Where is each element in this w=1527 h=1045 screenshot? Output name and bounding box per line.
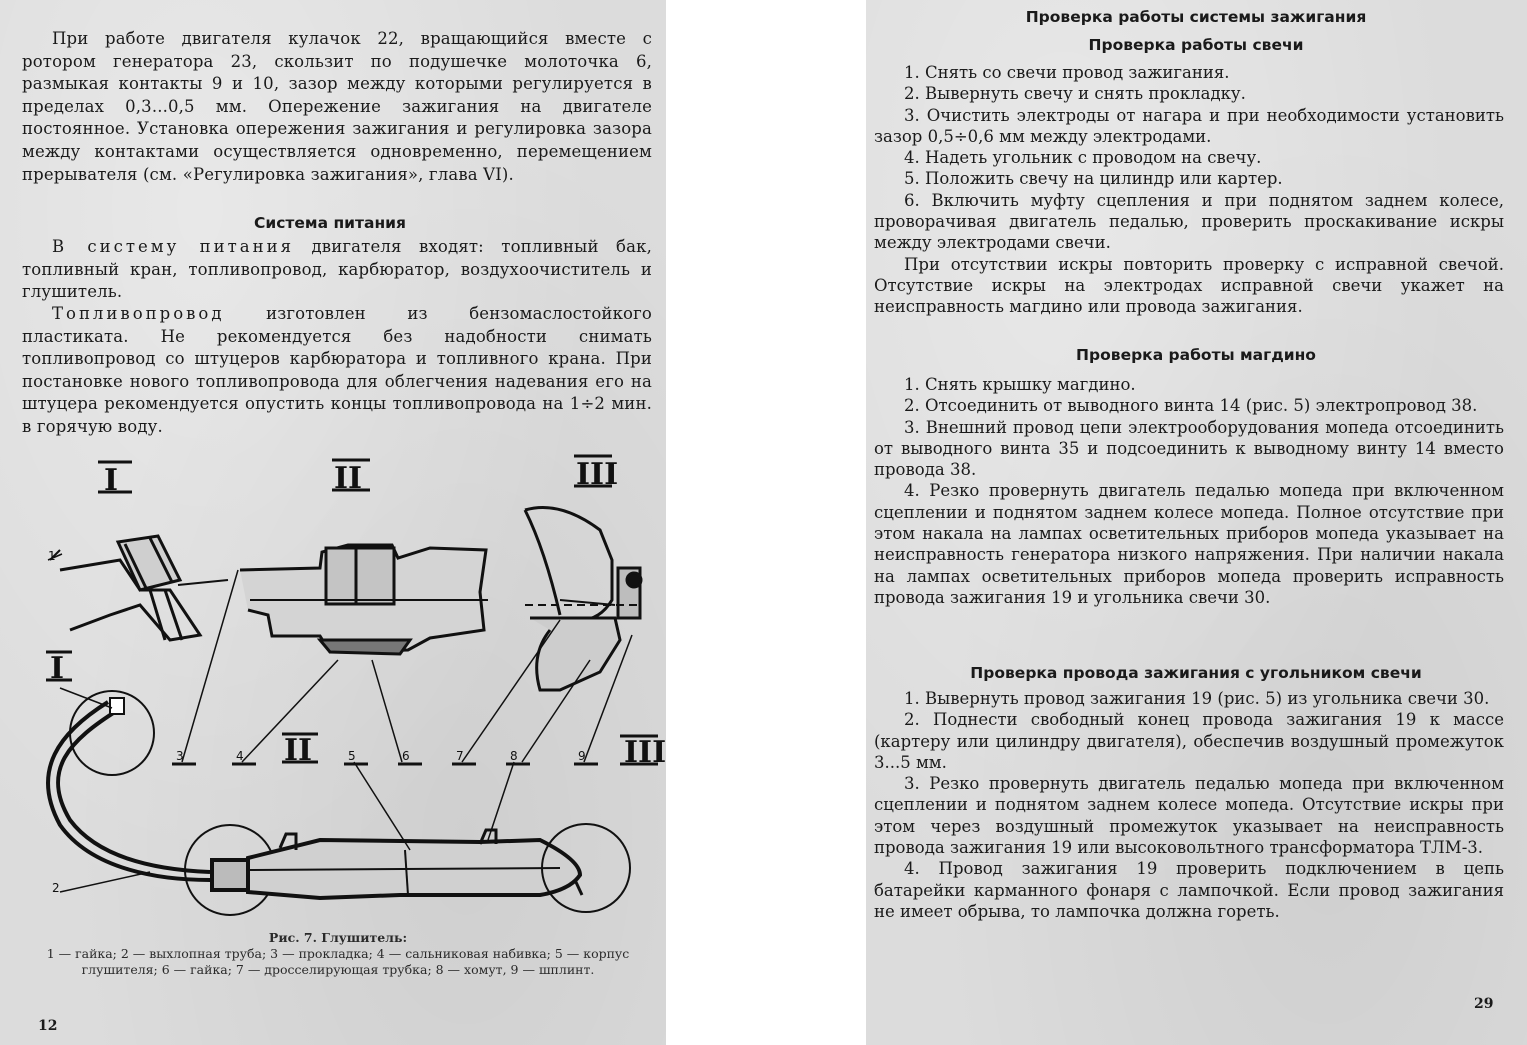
intro-text: При работе двигателя кулачок 22, вращающийся вместе с ротором генератора 23, скользит по подушечке молоточка 6, размыкая контакты 9 и 10, зазор между которыми регулируется в пределах 0,3...0,5 мм. Опережение зажигания на двигателе постоянное. Установка опережения зажигания и регулировка зазора между контактами осуществляется одновременно, перемещением прерывателя (см. «Регулировка зажигания», глава VI). — [22, 29, 652, 184]
list-item: 2. Поднести свободный конец провода зажигания 19 к массе (картеру или цилиндру двигателя), обеспечив воздушный промежуток 3...5 мм. — [874, 710, 1504, 772]
left-page — [0, 0, 666, 1045]
muffler-figure — [0, 440, 666, 930]
list-item: 4. Резко провернуть двигатель педалью мопеда при включенном сцеплении и поднятом заднем колесе мопеда. Полное отсутствие при этом накала на лампах осветительных приборов мопеда указывает на неисправность генератора низкого напряжения. При наличии накала на лампах осветительных приборов мопеда проверить исправность провода зажигания 19 и угольника свечи 30. — [874, 481, 1504, 607]
view-label-i-top — [98, 462, 132, 498]
fuel-system-paragraph — [22, 236, 652, 304]
view-label-iii-top — [574, 456, 618, 492]
page-gap — [666, 0, 866, 1045]
wire-check-heading: Проверка провода зажигания с угольником свечи — [970, 664, 1422, 682]
view-label-ii-lower — [282, 733, 318, 768]
part-number-label: 5 — [348, 749, 356, 763]
fuel-line-lead: Топливопровод — [52, 304, 225, 323]
list-item: 1. Вывернуть провод зажигания 19 (рис. 5) из угольника свечи 30. — [904, 689, 1490, 708]
view-label-text: I — [50, 651, 65, 686]
part-number-label: 8 — [510, 749, 518, 763]
view-label-text: II — [284, 733, 313, 768]
list-item: 3. Очистить электроды от нагара и при необходимости установить зазор 0,5÷0,6 мм между электродами. — [874, 105, 1504, 146]
list-item: 4. Надеть угольник с проводом на свечу. — [904, 148, 1262, 168]
detail-i-drawing — [50, 536, 228, 640]
spark-plug-note: При отсутствии искры повторить проверку с исправной свечой. Отсутствие искры на электродах исправной свечи укажет на неисправность магдино или провода зажигания. — [874, 254, 1504, 317]
list-item: 3. Резко провернуть двигатель педалью мопеда при включенном сцеплении и поднятом заднем колесе мопеда. Отсутствие искры при этом через воздушный промежуток указывает на неисправность провода зажигания 19 или высоковольтного трансформатора ТЛМ-3. — [874, 774, 1504, 858]
list-item: 3. Внешний провод цепи электрооборудования мопеда отсоединить от выводного винта 35 и подсоединить к выводному винту 14 вместо провода 38. — [874, 417, 1504, 480]
view-label-text: II — [334, 461, 363, 496]
part-number-label: 1 — [48, 549, 56, 563]
part-number-label: 7 — [456, 749, 464, 763]
part-number-label: 4 — [236, 749, 244, 763]
page-number-right: 29 — [1474, 996, 1494, 1012]
wire-steps — [874, 688, 1504, 922]
magdino-heading: Проверка работы магдино — [1076, 346, 1316, 364]
part-number-label: 9 — [578, 749, 586, 763]
fuel-line-paragraph — [22, 303, 652, 439]
muffler-assembly — [48, 691, 630, 915]
part-number-label: 3 — [176, 749, 184, 763]
magdino-steps — [874, 374, 1504, 608]
list-item: 2. Отсоединить от выводного винта 14 (рис. 5) электропровод 38. — [904, 396, 1478, 416]
figure-caption — [18, 930, 658, 978]
intro-paragraph — [22, 28, 652, 186]
view-label-ii-top — [332, 460, 370, 496]
fuel-line-text: изготовлен из бензомаслостойкого пластиката. Не рекомендуется без надобности снимать топливопровод со штуцеров карбюратора и топливного крана. При постановке нового топливопровода для облегчения надевания его на штуцера рекомендуется опустить концы топливопровода на 1÷2 мин. в горячую воду. — [22, 304, 652, 436]
right-page — [866, 0, 1527, 1045]
view-label-text: I — [104, 463, 119, 498]
fuel-system-lead: В систему питания — [52, 237, 295, 256]
caption-title: Рис. 7. Глушитель: — [268, 930, 408, 945]
view-label-iii-lower — [620, 735, 666, 770]
spark-plug-heading: Проверка работы свечи — [1088, 36, 1304, 54]
list-item: 4. Провод зажигания 19 проверить подключением в цепь батарейки карманного фонаря с лампочкой. Если провод зажигания не имеет обрыва, то лампочка должна гореть. — [874, 859, 1504, 921]
part-number-label: 6 — [402, 749, 410, 763]
view-label-text: III — [624, 735, 666, 770]
fuel-system-text: двигателя входят: топливный бак, топливный кран, топливопровод, карбюратор, воздухоочиститель и глушитель. — [22, 237, 652, 302]
list-item: 1. Снять крышку магдино. — [904, 375, 1136, 394]
list-item: 5. Положить свечу на цилиндр или картер. — [904, 169, 1283, 189]
ignition-check-heading: Проверка работы системы зажигания — [1025, 8, 1367, 26]
view-label-i-lower — [46, 651, 72, 686]
detail-ii-drawing — [240, 544, 488, 654]
view-label-text: III — [576, 457, 619, 492]
list-item: 1. Снять со свечи провод зажигания. — [904, 63, 1230, 82]
part-number-label: 2 — [52, 881, 60, 895]
list-item: 2. Вывернуть свечу и снять прокладку. — [904, 84, 1246, 104]
section-heading: Система питания — [254, 214, 406, 232]
detail-iii-drawing — [525, 508, 641, 691]
caption-text: 1 — гайка; 2 — выхлопная труба; 3 — прокладка; 4 — сальниковая набивка; 5 — корпус глушителя; 6 — гайка; 7 — дросселирующая трубка; 8 — хомут, 9 — шплинт. — [46, 946, 630, 977]
list-item: 6. Включить муфту сцепления и при поднятом заднем колесе, проворачивая двигатель педалью, проверить проскакивание искры между электродами свечи. — [874, 190, 1504, 253]
page-number-left: 12 — [38, 1018, 58, 1034]
spark-plug-steps — [874, 62, 1504, 318]
